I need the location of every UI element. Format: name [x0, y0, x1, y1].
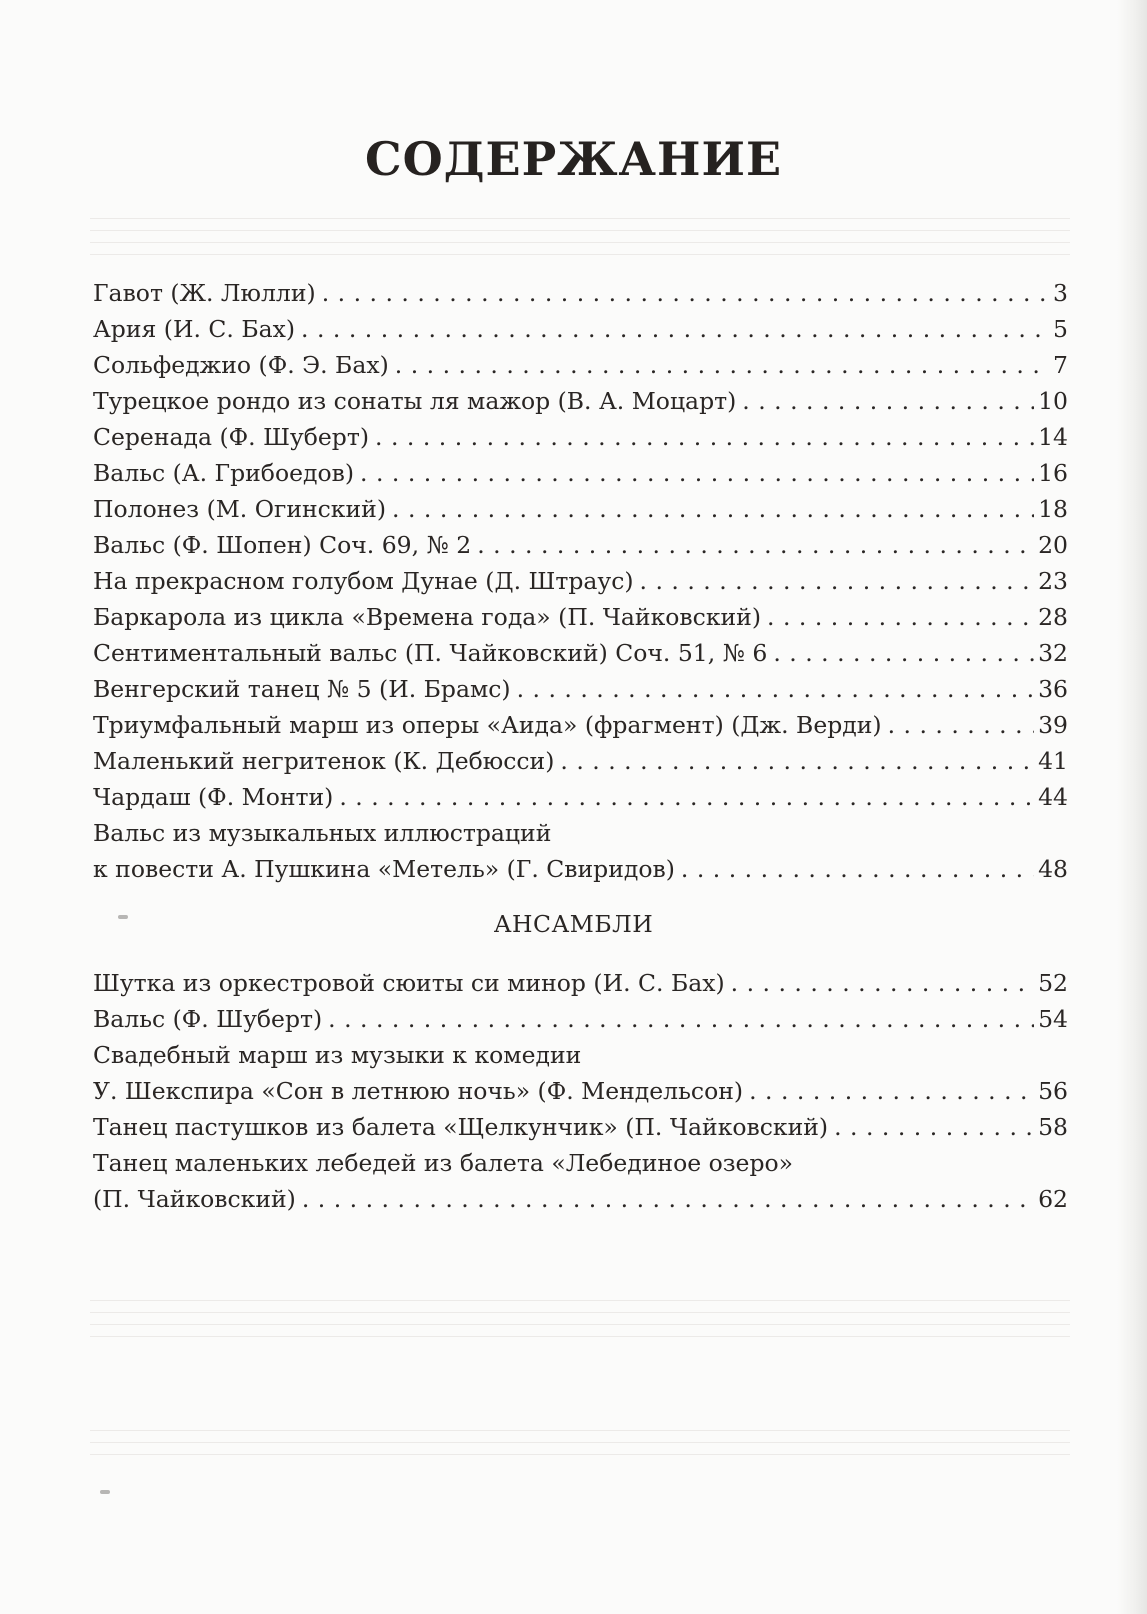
- toc-entry-page: 5: [1053, 315, 1068, 343]
- toc-entry-title: Полонез (М. Огинский): [93, 495, 386, 523]
- toc-entry: [93, 851, 1068, 887]
- toc-entry-title: Турецкое рондо из сонаты ля мажор (В. А. Моцарт): [93, 387, 737, 415]
- toc-entry: [93, 347, 1068, 383]
- toc-entry-page: 56: [1038, 1077, 1068, 1105]
- toc-entry-title: Триумфальный марш из оперы «Аида» (фрагмент) (Дж. Верди): [93, 711, 882, 739]
- toc-entry-title: Гавот (Ж. Люлли): [93, 279, 316, 307]
- dot-leader: [375, 419, 1034, 455]
- dot-leader: [640, 563, 1035, 599]
- toc-entry-title: Свадебный марш из музыки к комедии: [93, 1041, 582, 1069]
- show-through-line: [90, 242, 1070, 243]
- toc-entry-page: 10: [1038, 387, 1068, 415]
- toc-entry: [93, 455, 1068, 491]
- toc-entry-title: Танец пастушков из балета «Щелкунчик» (П. Чайковский): [93, 1113, 829, 1141]
- dot-leader: [339, 779, 1034, 815]
- show-through-line: [90, 254, 1070, 255]
- toc-entry-title: Сольфеджио (Ф. Э. Бах): [93, 351, 389, 379]
- toc-entry-title: Маленький негритенок (К. Дебюсси): [93, 747, 555, 775]
- toc-entry-title: Баркарола из цикла «Времена года» (П. Чайковский): [93, 603, 762, 631]
- toc-entry-page: 18: [1038, 495, 1068, 523]
- show-through-line: [90, 218, 1070, 219]
- toc-entry-title: Чардаш (Ф. Монти): [93, 783, 334, 811]
- toc-entry-page: 62: [1038, 1185, 1068, 1213]
- toc-entry: [93, 275, 1068, 311]
- show-through-line: [90, 1312, 1070, 1313]
- section-title-ensembles: АНСАМБЛИ: [493, 910, 654, 938]
- toc-entry-line-1: [93, 1145, 1068, 1181]
- dot-leader: [749, 1073, 1034, 1109]
- dot-leader: [302, 1181, 1034, 1217]
- toc-entry: [93, 1181, 1068, 1217]
- toc-entry: [93, 419, 1068, 455]
- toc-entry-page: 52: [1038, 969, 1068, 997]
- toc-entry-title-cont: У. Шекспира «Сон в летнюю ночь» (Ф. Мендельсон): [93, 1077, 744, 1105]
- dot-leader: [328, 1001, 1034, 1037]
- toc-entry-title: Сентиментальный вальс (П. Чайковский) Соч. 51, № 6: [93, 639, 768, 667]
- dot-leader: [731, 965, 1034, 1001]
- dot-leader: [773, 635, 1034, 671]
- toc-entry-page: 3: [1053, 279, 1068, 307]
- show-through-line: [90, 1336, 1070, 1337]
- toc-entry-page: 28: [1038, 603, 1068, 631]
- dot-leader: [477, 527, 1034, 563]
- dot-leader: [742, 383, 1034, 419]
- toc-entry-title: Танец маленьких лебедей из балета «Лебединое озеро»: [93, 1149, 794, 1177]
- toc-entry-page: 44: [1038, 783, 1068, 811]
- toc-entry-title: Вальс (А. Грибоедов): [93, 459, 355, 487]
- toc-entry: [93, 527, 1068, 563]
- toc-entry-title-cont: (П. Чайковский): [93, 1185, 296, 1213]
- paper-speck: [100, 1490, 110, 1494]
- toc-entry-page: 32: [1038, 639, 1068, 667]
- dot-leader: [322, 275, 1049, 311]
- dot-leader: [301, 311, 1049, 347]
- toc-entry-title: Вальс из музыкальных иллюстраций: [93, 819, 552, 847]
- toc-entry-page: 48: [1038, 855, 1068, 883]
- toc-entry: [93, 635, 1068, 671]
- dot-leader: [517, 671, 1035, 707]
- page-edge: [1117, 0, 1147, 1614]
- toc-entry-title: Вальс (Ф. Шуберт): [93, 1005, 323, 1033]
- toc-entry: [93, 965, 1068, 1001]
- dot-leader: [392, 491, 1034, 527]
- show-through-line: [90, 230, 1070, 231]
- toc-entry: [93, 1001, 1068, 1037]
- dot-leader: [767, 599, 1034, 635]
- toc-entry-title: На прекрасном голубом Дунае (Д. Штраус): [93, 567, 634, 595]
- toc-entry: [93, 779, 1068, 815]
- toc-entry: [93, 707, 1068, 743]
- toc-entry-title: Вальс (Ф. Шопен) Соч. 69, № 2: [93, 531, 472, 559]
- toc-entry-page: 36: [1038, 675, 1068, 703]
- toc-entry-page: 58: [1038, 1113, 1068, 1141]
- show-through-line: [90, 1300, 1070, 1301]
- dot-leader: [888, 707, 1035, 743]
- toc-entry: [93, 311, 1068, 347]
- show-through-line: [90, 1324, 1070, 1325]
- toc-entry-title: Ария (И. С. Бах): [93, 315, 296, 343]
- toc-entry-title: Венгерский танец № 5 (И. Брамс): [93, 675, 511, 703]
- toc-entry: [93, 671, 1068, 707]
- toc-entry-title: Серенада (Ф. Шуберт): [93, 423, 369, 451]
- toc-entry-line-1: [93, 1037, 1068, 1073]
- dot-leader: [681, 851, 1034, 887]
- toc-entry: [93, 563, 1068, 599]
- toc-entry: [93, 1073, 1068, 1109]
- dot-leader: [560, 743, 1034, 779]
- toc-entry: [93, 491, 1068, 527]
- toc-entry-page: 41: [1038, 747, 1068, 775]
- toc-entry-page: 20: [1038, 531, 1068, 559]
- toc-entry: [93, 383, 1068, 419]
- toc-entry-line-1: [93, 815, 1068, 851]
- toc-entry-title: Шутка из оркестровой сюиты си минор (И. С. Бах): [93, 969, 725, 997]
- dot-leader: [834, 1109, 1034, 1145]
- toc-entry-page: 14: [1038, 423, 1068, 451]
- toc-entry: [93, 599, 1068, 635]
- toc-entry-page: 39: [1038, 711, 1068, 739]
- dot-leader: [360, 455, 1034, 491]
- toc-entry-page: 23: [1038, 567, 1068, 595]
- dot-leader: [395, 347, 1049, 383]
- show-through-line: [90, 1430, 1070, 1431]
- show-through-line: [90, 1442, 1070, 1443]
- page-title: СОДЕРЖАНИЕ: [364, 132, 783, 186]
- toc-entry: [93, 1109, 1068, 1145]
- toc-entry-page: 54: [1038, 1005, 1068, 1033]
- toc-entry-title-cont: к повести А. Пушкина «Метель» (Г. Свиридов): [93, 855, 675, 883]
- toc-entry: [93, 743, 1068, 779]
- toc-entry-page: 16: [1038, 459, 1068, 487]
- toc-entry-page: 7: [1053, 351, 1068, 379]
- show-through-line: [90, 1454, 1070, 1455]
